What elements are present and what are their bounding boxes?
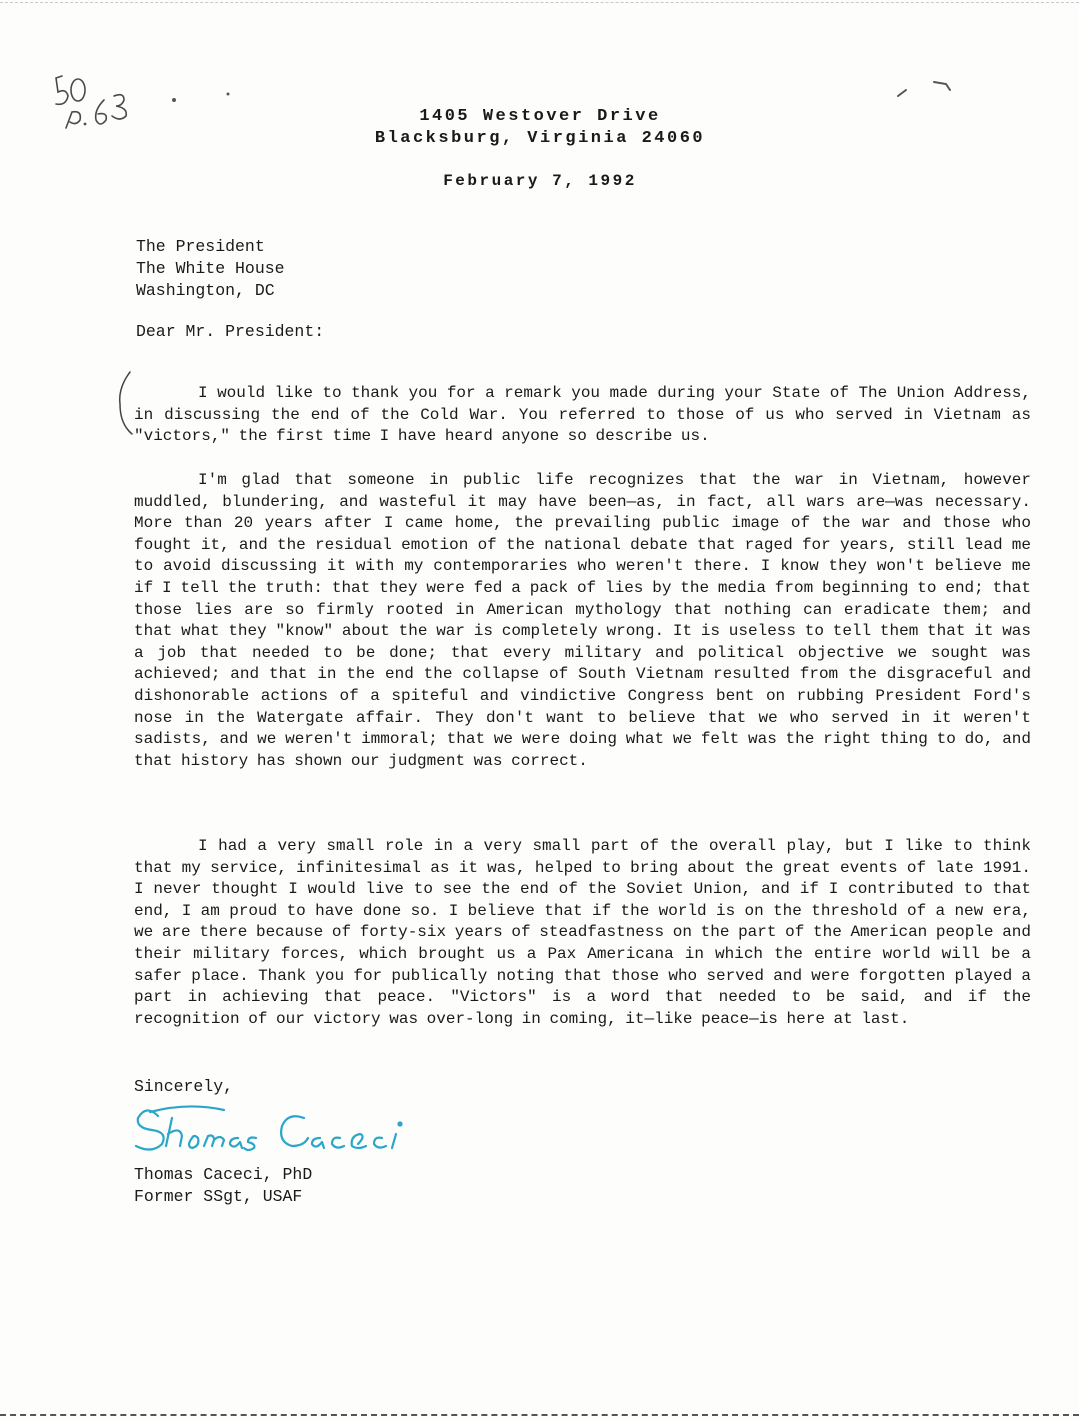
letterhead-address xyxy=(300,106,780,150)
handwritten-signature xyxy=(128,1098,428,1162)
recipient-line-3: Washington, DC xyxy=(136,281,275,300)
stray-pencil-marks xyxy=(890,76,960,106)
margin-bracket-mark xyxy=(116,368,134,438)
stray-pencil-dots xyxy=(160,88,240,108)
svg-text:50 p.63: 50 p.63 xyxy=(52,66,57,67)
top-edge xyxy=(0,2,1079,3)
body-paragraph-1: I would like to thank you for a remark you made during your State of The Union Address, in discussing the end of the Cold War. You referred to those of us who served in Vietnam as "victors," the first time I have heard anyone so describe us. xyxy=(134,384,1031,446)
city-state-zip: Blacksburg, Virginia 24060 xyxy=(374,129,706,148)
signer-name: Thomas Caceci, PhD xyxy=(134,1165,313,1184)
body-paragraph-3: I had a very small role in a very small part of the overall play, but I like to think that my service, infinitesimal as it was, helped to bring about the great events of late 1991. I never thought I would live to see the end of the Soviet Union, and if I contributed to that end, I am proud to have done so. I believe that if the world is on the threshold of a new era, we are there because of forty-six years of steadfastness on the part of the American people and their military forces, which brought us a Pax Americana in which the entire world will be a safer place. Thank you for publically noting that those who served and were forgotten played a part in achieving that peace. "Victors" is a word that needed to be said, and if the recognition of our victory was over-long in coming, it—like peace—is here at last. xyxy=(134,837,1031,1028)
body-paragraph-2: I'm glad that someone in public life recognizes that the war in Vietnam, however muddled, blundering, and wasteful it may have been—as, in fact, all wars are—was necessary. More than 20 years after I came home, the prevailing public image of the war and those who fought it, and the residual emotion of the national debate that raged for years, still lead me to avoid discussing it with my contemporaries who weren't there. I know they won't believe me if I tell the truth: that they were fed a pack of lies by the media from beginning to end; that those lies are so firmly rooted in American mythology that nothing can eradicate them; and that what they "know" about the war is completely wrong. It is useless to tell them that it was a job that needed to be done; that every military and political objective we sought was achieved; and that in the end the collapse of South Vietnam resulted from the disgraceful and dishonorable actions of a spiteful and vindictive Congress bent on rubbing President Ford's nose in the Watergate affair. They don't want to believe that we who served in it weren't sadists, and we weren't immoral; that we were doing what we felt was the right thing to do, and that history has shown our judgment was correct. xyxy=(134,471,1031,770)
letter-date: February 7, 1992 xyxy=(443,172,637,190)
closing: Sincerely, xyxy=(134,1077,234,1096)
recipient-line-2: The White House xyxy=(136,259,285,278)
recipient-line-1: The President xyxy=(136,237,265,256)
handwritten-page-note xyxy=(52,66,162,156)
signer-block xyxy=(134,1164,312,1208)
signer-title: Former SSgt, USAF xyxy=(134,1187,303,1206)
bottom-edge xyxy=(0,1414,1079,1416)
street-address: 1405 Westover Drive xyxy=(419,107,661,126)
svg-text:Thomas Caceci: Thomas Caceci xyxy=(128,1098,136,1099)
salutation: Dear Mr. President: xyxy=(136,322,325,341)
recipient-address xyxy=(136,236,285,302)
